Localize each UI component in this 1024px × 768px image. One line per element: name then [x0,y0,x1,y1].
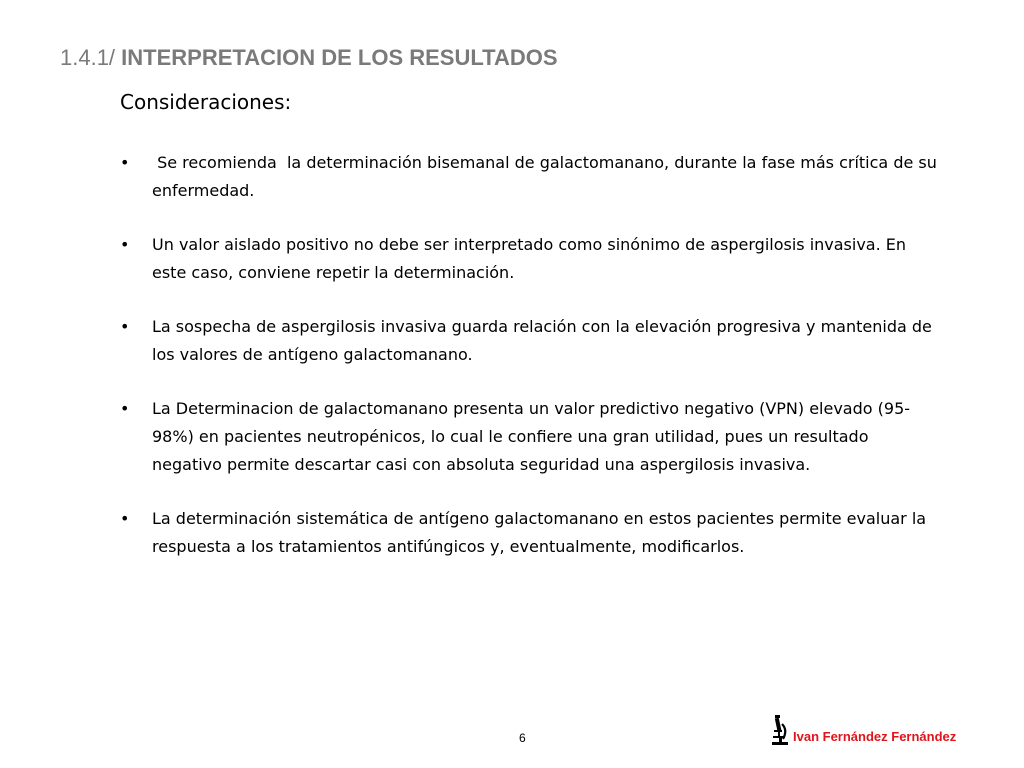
bullet-item [120,149,940,205]
bullet-text: Un valor aislado positivo no debe ser interpretado como sinónimo de aspergilosis invasiva. En este caso, conviene repetir la determinación. [152,235,907,282]
bullet-marker: • [120,317,130,336]
bullet-marker: • [120,235,130,254]
subtitle: Consideraciones: [120,90,292,114]
bullet-item [120,505,940,561]
bullet-marker: • [120,153,130,172]
bullet-text: Se recomienda la determinación bisemanal de galactomanano, durante la fase más crítica de su enfermedad. [152,153,942,200]
bullet-text: La determinación sistemática de antígeno galactomanano en estos pacientes permite evaluar la respuesta a los tratamientos antifúngicos y, eventualmente, modificarlos. [152,509,927,556]
bullet-list [120,149,940,587]
bullet-item [120,395,940,479]
bullet-text: La sospecha de aspergilosis invasiva guarda relación con la elevación progresiva y mantenida de los valores de antígeno galactomanano. [152,317,932,364]
microscope-icon [771,714,791,746]
title-text: INTERPRETACION DE LOS RESULTADOS [121,45,558,70]
bullet-marker: • [120,399,130,418]
bullet-text: La Determinacion de galactomanano presenta un valor predictivo negativo (VPN) elevado (95-98%) en pacientes neutropénicos, lo cual le confiere una gran utilidad, pues un resultado negativo permite descartar casi con absoluta seguridad una aspergilosis invasiva. [152,399,911,474]
bullet-item [120,313,940,369]
bullet-item [120,231,940,287]
author-name: Ivan Fernández Fernández [793,729,957,744]
author-signature [771,712,956,746]
bullet-marker: • [120,509,130,528]
slide-title [60,45,558,71]
page-number: 6 [519,731,526,745]
title-number: 1.4.1/ [60,45,116,70]
